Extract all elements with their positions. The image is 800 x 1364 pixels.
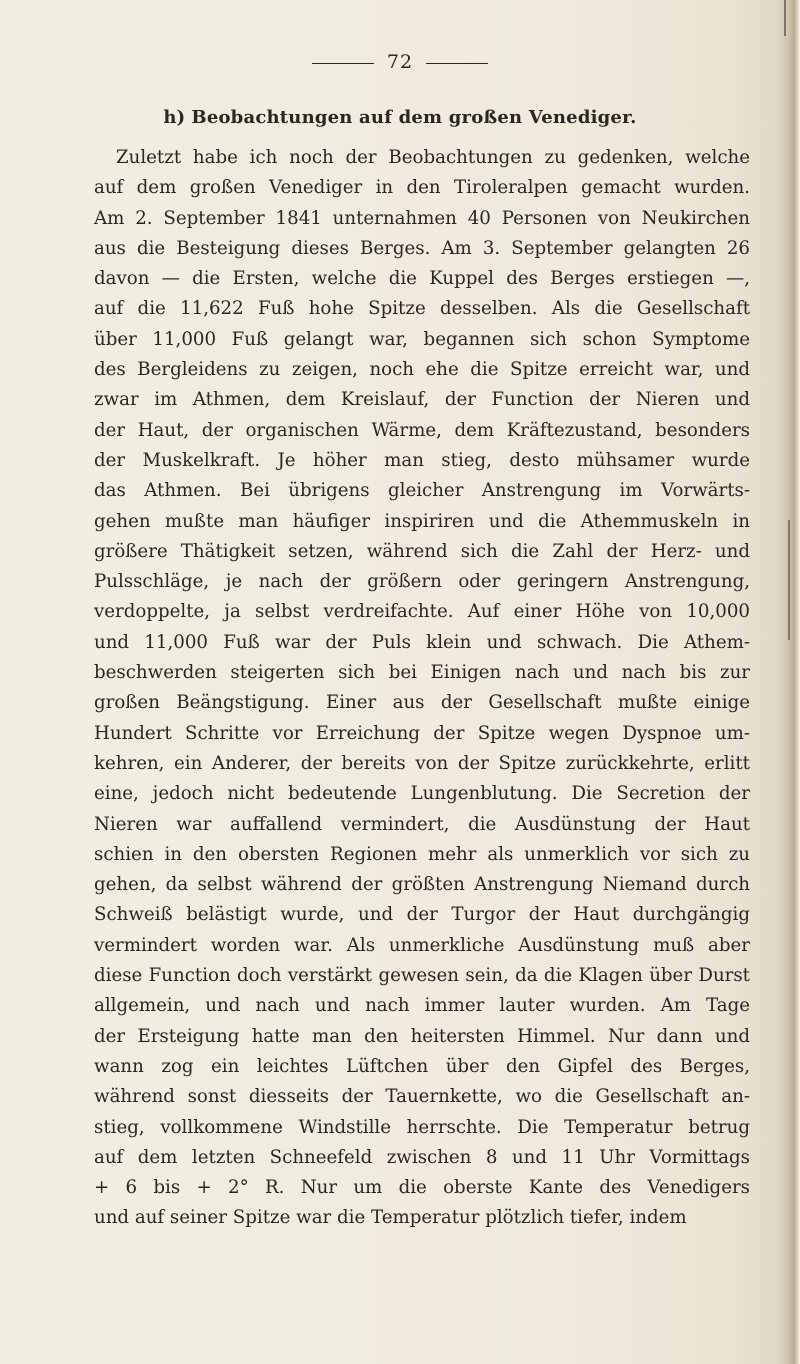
text-line: aus die Besteigung dieses Berges. Am 3. September gelangten 26: [94, 237, 750, 259]
page-header: [0, 50, 800, 74]
text-line: gehen mußte man häufiger inspiriren und die Athemmuskeln in: [94, 510, 750, 532]
page-edge-shadow: [778, 0, 800, 1364]
text-line: der Ersteigung hatte man den heitersten Himmel. Nur dann und: [94, 1025, 750, 1047]
page-edge-line: [788, 520, 790, 640]
text-line: der Haut, der organischen Wärme, dem Kräftezustand, besonders: [94, 419, 750, 441]
text-line: auf die 11,622 Fuß hohe Spitze desselben. Als die Gesellschaft: [94, 298, 750, 320]
text-line: Pulsschläge, je nach der größern oder geringern Anstrengung,: [94, 571, 750, 593]
text-line: beschwerden steigerten sich bei Einigen nach und nach bis zur: [94, 662, 750, 684]
text-line: zwar im Athmen, dem Kreislauf, der Function der Nieren und: [94, 389, 750, 411]
text-line: allgemein, und nach und nach immer lauter wurden. Am Tage: [94, 995, 750, 1017]
text-line: davon — die Ersten, welche die Kuppel des Berges erstiegen —,: [94, 268, 750, 290]
text-line: größere Thätigkeit setzen, während sich die Zahl der Herz- und: [94, 540, 750, 562]
section-label: h): [163, 107, 186, 128]
text-line: stieg, vollkommene Windstille herrschte. Die Temperatur betrug: [94, 1116, 750, 1138]
text-line: über 11,000 Fuß gelangt war, begannen sich schon Symptome: [94, 328, 750, 350]
text-line: des Bergleidens zu zeigen, noch ehe die Spitze erreicht war, und: [94, 359, 750, 381]
text-line: schien in den obersten Regionen mehr als unmerklich vor sich zu: [94, 843, 750, 865]
text-line: und 11,000 Fuß war der Puls klein und schwach. Die Athem-: [94, 631, 750, 653]
text-line: auf dem großen Venediger in den Tiroleralpen gemacht wurden.: [94, 177, 750, 199]
section-heading: [0, 106, 800, 130]
text-line: auf dem letzten Schneefeld zwischen 8 und 11 Uhr Vormittags: [94, 1146, 750, 1168]
text-line: das Athmen. Bei übrigens gleicher Anstrengung im Vorwärts-: [94, 480, 750, 502]
text-line: verdoppelte, ja selbst verdreifachte. Auf einer Höhe von 10,000: [94, 601, 750, 623]
text-line: der Muskelkraft. Je höher man stieg, desto mühsamer wurde: [94, 449, 750, 471]
page-number: 72: [386, 51, 414, 73]
text-line: Hundert Schritte vor Erreichung der Spitze wegen Dyspnoe um-: [94, 722, 750, 744]
section-title: Beobachtungen auf dem großen Venediger.: [191, 107, 637, 128]
header-rule-right: [426, 63, 488, 64]
text-line: Zuletzt habe ich noch der Beobachtungen zu gedenken, welche: [116, 147, 750, 168]
page-edge-line: [784, 0, 786, 36]
text-line: Schweiß belästigt wurde, und der Turgor der Haut durchgängig: [94, 904, 750, 926]
text-line: und auf seiner Spitze war die Temperatur plötzlich tiefer, indem: [94, 1207, 687, 1229]
text-line: großen Beängstigung. Einer aus der Gesellschaft mußte einige: [94, 692, 750, 714]
text-line: eine, jedoch nicht bedeutende Lungenblutung. Die Secretion der: [94, 783, 750, 805]
text-line: Am 2. September 1841 unternahmen 40 Personen von Neukirchen: [94, 207, 750, 229]
text-line: + 6 bis + 2° R. Nur um die oberste Kante des Venedigers: [94, 1177, 750, 1199]
text-line: gehen, da selbst während der größten Anstrengung Niemand durch: [94, 874, 750, 896]
text-line: diese Function doch verstärkt gewesen sein, da die Klagen über Durst: [94, 965, 750, 987]
paragraph: [94, 143, 750, 1234]
text-line: Nieren war auffallend vermindert, die Ausdünstung der Haut: [94, 813, 750, 835]
text-line: vermindert worden war. Als unmerkliche Ausdünstung muß aber: [94, 934, 750, 956]
text-line: während sonst diesseits der Tauernkette, wo die Gesellschaft an-: [94, 1086, 750, 1108]
header-rule-left: [312, 63, 374, 64]
text-line: kehren, ein Anderer, der bereits von der Spitze zurückkehrte, erlitt: [94, 752, 750, 774]
text-line: wann zog ein leichtes Lüftchen über den Gipfel des Berges,: [94, 1055, 750, 1077]
